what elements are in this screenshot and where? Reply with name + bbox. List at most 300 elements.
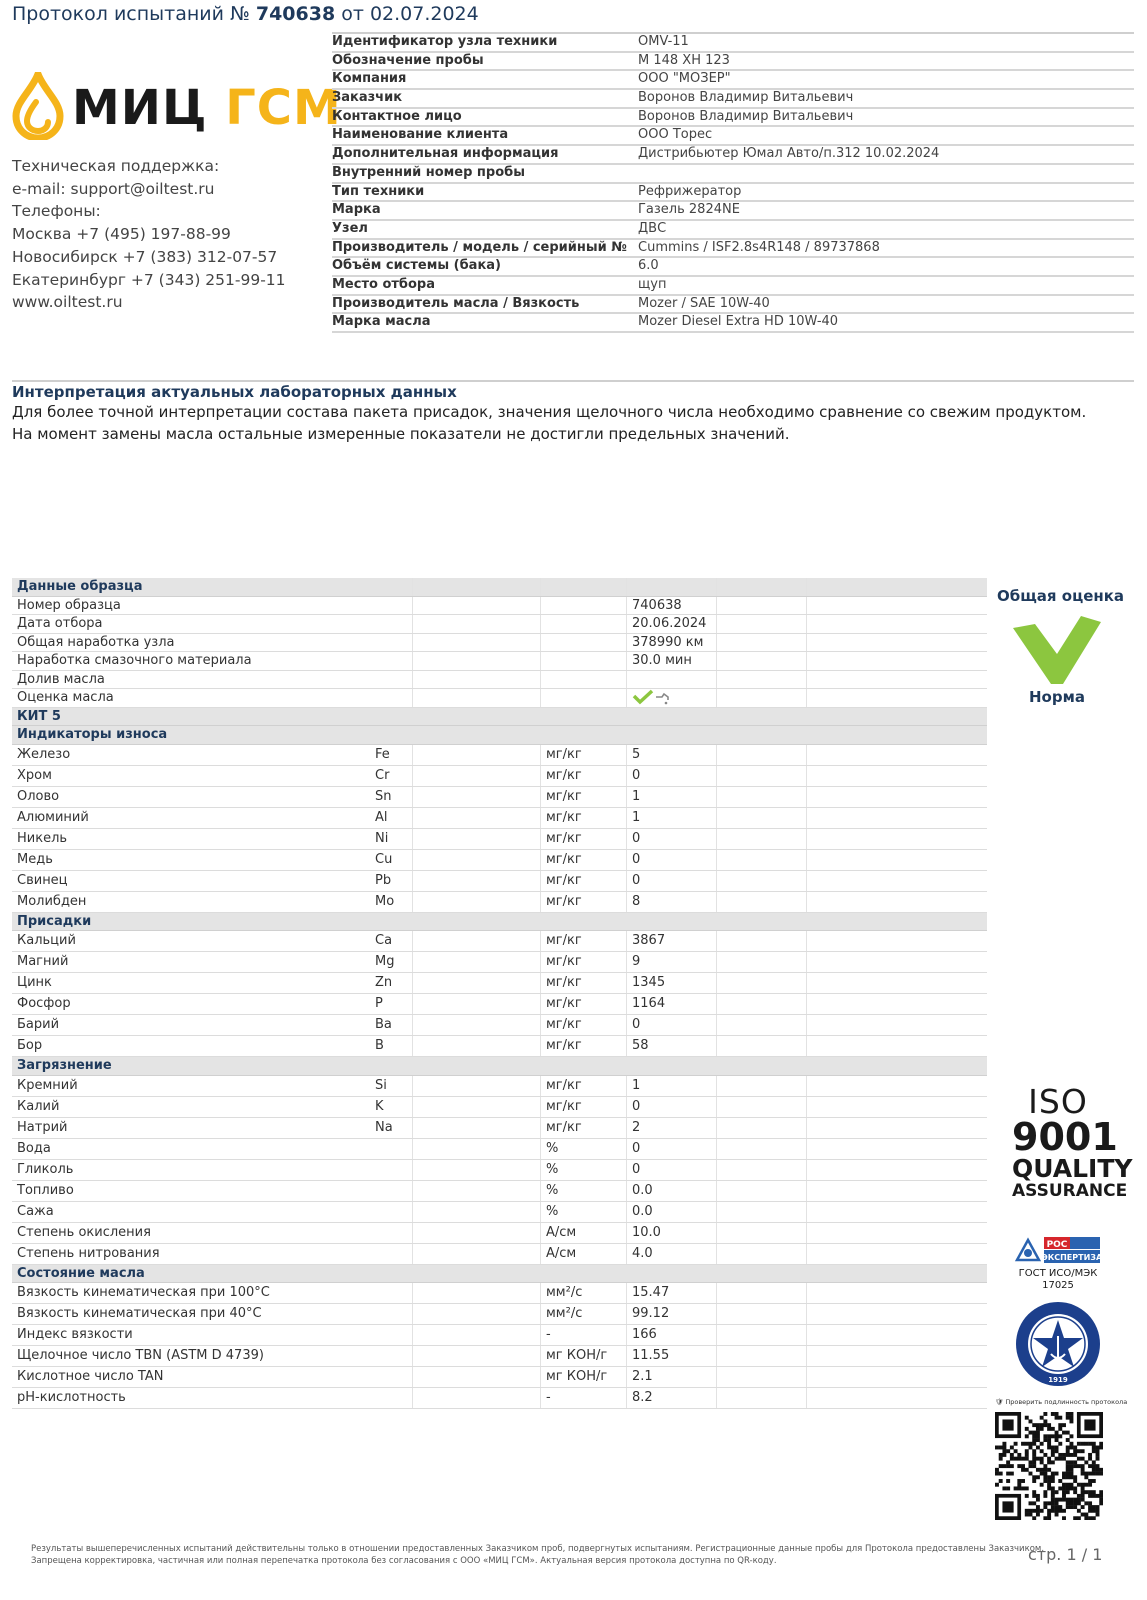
cell-unit: мг/кг [541,1036,627,1056]
cell-name: Дата отбора [17,616,103,631]
cell-empty [807,1202,987,1222]
cell-empty [807,1388,987,1408]
oil-ok-icon [632,694,672,709]
cell-empty [717,1304,807,1324]
cell-empty [717,1283,807,1303]
cell-empty [413,634,541,652]
cell-symbol: Pb [375,871,413,891]
cell-name: Магний [17,954,69,969]
cell-empty [807,994,987,1014]
table-row [12,1160,987,1181]
cell-symbol [375,1223,413,1243]
info-value: Дистрибьютер Юмал Авто/п.312 10.02.2024 [638,146,940,162]
cell-empty [807,1181,987,1201]
cell-empty [717,871,807,891]
logo-text [72,80,342,136]
cell-empty [717,1346,807,1366]
table-row [12,892,987,913]
cell-symbol [375,597,413,615]
cell-name: Общая наработка узла [17,634,175,650]
cell-empty [807,766,987,786]
cell-symbol [375,1388,413,1408]
cell-unit: мг/кг [541,850,627,870]
cell-empty [717,634,807,652]
cell-empty [807,1283,987,1303]
cell-value: 20.06.2024 [627,615,717,633]
cell-value: 0 [627,850,717,870]
cell-unit: мм²/с [541,1283,627,1303]
cell-empty [807,1244,987,1264]
info-key: Контактное лицо [332,108,462,124]
info-value: Воронов Владимир Витальевич [638,108,854,124]
cell-empty [807,745,987,765]
info-key: Место отбора [332,276,436,292]
cell-empty [807,1076,987,1096]
info-row [332,184,1134,203]
cell-name: Медь [17,851,53,867]
cell-empty [807,931,987,951]
cell-empty [413,1346,541,1366]
interpretation-line-1: Для более точной интерпретации состава пакета присадок, значения щелочного числа необходимо сравнение со свежим продуктом. [12,403,1087,421]
verify-text: Проверить подлинность протокола [1005,1398,1128,1406]
contacts-block [12,155,286,314]
cell-empty [717,1015,807,1035]
cell-value: 58 [627,1036,717,1056]
cell-empty [413,1244,541,1264]
cell-unit: мг/кг [541,952,627,972]
section-header: Состояние масла [12,1265,987,1284]
info-row [332,109,1134,128]
cell-name: Вязкость кинематическая при 40°С [17,1306,262,1321]
cell-name: Щелочное число TBN (ASTM D 4739) [17,1348,264,1363]
overall-label: Общая оценка [997,587,1125,605]
contact-line: e-mail: support@oiltest.ru [12,179,215,198]
cell-unit [541,578,627,596]
table-row [12,671,987,690]
cell-empty [717,1118,807,1138]
cell-empty [413,1202,541,1222]
cell-name: Гликоль [17,1161,74,1177]
cell-name: Хром [17,767,52,783]
cell-value: 0 [627,829,717,849]
cell-symbol [375,1244,413,1264]
cell-unit: мг КОН/г [541,1346,627,1366]
cell-empty [413,1015,541,1035]
info-key: Объём системы (бака) [332,258,501,274]
cell-unit: мг/кг [541,766,627,786]
table-row [12,1139,987,1160]
cell-empty [413,1388,541,1408]
table-row [12,952,987,973]
info-value: Mozer Diesel Extra HD 10W-40 [638,314,839,330]
cell-unit: мг/кг [541,1015,627,1035]
cell-empty [413,1139,541,1159]
protocol-number: 740638 [255,3,336,25]
cell-empty [717,1160,807,1180]
table-row [12,615,987,634]
cell-value [627,578,717,596]
info-value: Cummins / ISF2.8s4R148 / 89737868 [638,239,880,255]
table-row [12,787,987,808]
table-row [12,766,987,787]
company-logo [12,72,342,142]
protocol-date: от 02.07.2024 [341,3,479,25]
info-row [332,165,1134,184]
table-row [12,1118,987,1139]
cell-name: Кислотное число TAN [17,1369,164,1384]
cell-empty [413,808,541,828]
cell-empty [717,1388,807,1408]
cell-empty [807,1346,987,1366]
cell-symbol: K [375,1097,413,1117]
cell-empty [807,952,987,972]
info-row [332,127,1134,146]
cell-name: Индекс вязкости [17,1327,133,1342]
cell-symbol [375,1160,413,1180]
cell-unit: мм²/с [541,1304,627,1324]
cell-name: Цинк [17,975,52,990]
cell-empty [413,766,541,786]
cell-value: 10.0 [627,1223,717,1243]
info-value: ООО Торес [638,127,713,143]
cell-name: Номер образца [17,597,121,613]
interpretation-section [12,380,1134,445]
info-row [332,71,1134,90]
cell-symbol [375,578,413,596]
table-row [12,652,987,671]
contact-line: Новосибирск +7 (383) 312-07-57 [12,247,278,266]
cell-unit: - [541,1325,627,1345]
check-mark-icon [1011,614,1103,686]
info-key: Тип техники [332,183,425,199]
cell-name: Молибден [17,893,87,909]
cell-empty [807,973,987,993]
info-value: Воронов Владимир Витальевич [638,90,854,106]
cell-unit: % [541,1181,627,1201]
cell-value: 15.47 [627,1283,717,1303]
info-row [332,202,1134,221]
cell-empty [413,1076,541,1096]
cell-symbol: P [375,994,413,1014]
table-row [12,1097,987,1118]
ros-expertiza-badge [1014,1236,1102,1292]
cell-value: 0 [627,1015,717,1035]
table-row [12,745,987,766]
info-key: Внутренний номер пробы [332,164,525,180]
cell-symbol: Mo [375,892,413,912]
table-row [12,1036,987,1057]
cell-empty [807,578,987,596]
info-row [332,146,1134,165]
cell-empty [717,671,807,689]
cell-symbol [375,1346,413,1366]
cell-value: 3867 [627,931,717,951]
info-row [332,221,1134,240]
cell-empty [807,634,987,652]
cell-symbol [375,652,413,670]
info-value: ДВС [638,220,667,236]
cell-value: 99.12 [627,1304,717,1324]
iso-line-3: QUALITY [1012,1154,1133,1183]
cell-empty [807,597,987,615]
cell-empty [717,892,807,912]
cell-unit: мг/кг [541,745,627,765]
cell-unit: % [541,1202,627,1222]
cell-name: Долив масла [17,671,105,687]
cell-symbol [375,1139,413,1159]
cell-empty [717,1223,807,1243]
cell-empty [717,1076,807,1096]
cell-empty [413,578,541,596]
table-row [12,1346,987,1367]
cell-value: 1164 [627,994,717,1014]
cell-unit: мг/кг [541,931,627,951]
cell-empty [807,1223,987,1243]
cell-empty [413,850,541,870]
cell-value: 166 [627,1325,717,1345]
cell-empty [717,1097,807,1117]
info-key: Идентификатор узла техники [332,34,558,49]
table-row [12,1283,987,1304]
logo-text-part1: МИЦ [72,80,208,136]
cell-name: Натрий [17,1119,68,1135]
info-key: Обозначение пробы [332,52,484,68]
cell-empty [413,787,541,807]
cell-symbol: Al [375,808,413,828]
info-key: Дополнительная информация [332,146,559,162]
cell-empty [717,1244,807,1264]
cell-empty [807,1118,987,1138]
cell-empty [717,689,807,707]
info-row [332,296,1134,315]
cell-name: Наработка смазочного материала [17,653,252,668]
title-prefix: Протокол испытаний № [12,3,250,25]
cell-empty [413,1160,541,1180]
cell-empty [717,850,807,870]
cell-symbol [375,1325,413,1345]
info-value: 6.0 [638,258,659,274]
cell-name: Железо [17,746,71,762]
cell-unit: мг/кг [541,1097,627,1117]
info-value: ООО "МОЗЕР" [638,71,731,87]
cell-name: Фосфор [17,996,71,1011]
cell-empty [717,808,807,828]
cell-value [627,671,717,689]
cell-empty [413,615,541,633]
cell-symbol [375,1367,413,1387]
table-row [12,931,987,952]
cell-empty [413,652,541,670]
cell-unit [541,597,627,615]
cell-name: Алюминий [17,809,89,825]
page-title [12,3,479,25]
cell-value: 1 [627,787,717,807]
table-row [12,1388,987,1409]
cell-name: Кремний [17,1077,78,1093]
cell-empty [807,829,987,849]
section-header: Загрязнение [12,1057,987,1076]
cell-empty [413,1097,541,1117]
cell-empty [717,931,807,951]
cell-value: 8 [627,892,717,912]
table-row [12,1304,987,1325]
info-key: Производитель / модель / серийный № [332,239,627,255]
table-row [12,1244,987,1265]
cell-unit [541,652,627,670]
info-row [332,53,1134,72]
cell-empty [413,931,541,951]
cell-value: 0.0 [627,1181,717,1201]
footer-line-1: Результаты вышеперечисленных испытаний действительны только в отношении предоставленных Заказчиком проб, подвергнутых испытаниям. Регистрационные данные пробы для Протокола предоставлены Заказчиком. [31,1544,1045,1554]
cell-name: Оценка масла [17,690,114,705]
info-key: Узел [332,220,368,236]
table-row [12,1367,987,1388]
cell-empty [807,1097,987,1117]
cell-symbol: Na [375,1118,413,1138]
cell-unit: мг/кг [541,994,627,1014]
iso-line-4: ASSURANCE [1012,1181,1128,1201]
table-row [12,1202,987,1223]
table-row [12,1076,987,1097]
info-key: Наименование клиента [332,127,509,143]
drop-logo-icon [12,72,64,140]
cell-unit: мг/кг [541,892,627,912]
info-row [332,90,1134,109]
cell-empty [807,850,987,870]
iso-line-2: 9001 [1012,1115,1118,1159]
ros-top-text: РОС [1046,1240,1068,1250]
cell-empty [807,1015,987,1035]
cell-value: 2.1 [627,1367,717,1387]
cell-empty [717,1036,807,1056]
cell-empty [413,829,541,849]
cell-empty [413,1283,541,1303]
section-header: Присадки [12,913,987,932]
cell-symbol [375,1202,413,1222]
cell-value: 0 [627,1097,717,1117]
cell-value: 4.0 [627,1244,717,1264]
table-row [12,689,987,708]
cell-value: 0.0 [627,1202,717,1222]
cell-empty [717,1325,807,1345]
table-row [12,1325,987,1346]
cell-empty [413,1304,541,1324]
cell-empty [807,689,987,707]
info-value: щуп [638,276,667,292]
cell-name: pH-кислотность [17,1390,126,1405]
info-key: Марка масла [332,314,431,330]
info-value: Газель 2824NE [638,202,740,218]
cell-empty [413,689,541,707]
sample-info-table [332,32,1134,333]
section-header: Индикаторы износа [12,726,987,745]
cell-symbol: Cu [375,850,413,870]
cell-symbol: Ni [375,829,413,849]
cell-symbol: Mg [375,952,413,972]
cell-name: Степень нитрования [17,1245,160,1261]
info-value: М 148 ХН 123 [638,52,730,68]
info-value: OMV-11 [638,34,689,49]
cell-empty [717,745,807,765]
contact-line: Москва +7 (495) 197-88-99 [12,225,231,244]
cell-value: 0 [627,871,717,891]
cell-name: Данные образца [17,579,143,594]
cell-unit: А/см [541,1244,627,1264]
info-row [332,240,1134,259]
cell-value: 378990 км [627,634,717,652]
cell-empty [717,652,807,670]
cell-symbol: B [375,1036,413,1056]
cell-empty [413,597,541,615]
cell-symbol: Ba [375,1015,413,1035]
cell-empty [413,1181,541,1201]
table-row [12,973,987,994]
table-row [12,597,987,616]
verify-label [995,1398,1127,1406]
cell-value: 1 [627,1076,717,1096]
cell-empty [717,1139,807,1159]
contact-line: Техническая поддержка: [12,157,220,175]
cell-name: Топливо [17,1182,74,1198]
cell-empty [413,994,541,1014]
gost-line-2: 17025 [1042,1280,1074,1291]
cell-name: Свинец [17,872,68,888]
info-row [332,314,1134,333]
cell-empty [717,1202,807,1222]
cell-value: 2 [627,1118,717,1138]
contact-line: www.oiltest.ru [12,293,123,312]
info-value: Рефрижератор [638,183,742,199]
cell-empty [413,1367,541,1387]
cell-value [627,689,717,707]
info-value: Mozer / SAE 10W-40 [638,295,770,311]
cell-empty [413,871,541,891]
cell-value: 1345 [627,973,717,993]
register-seal-icon [1014,1300,1102,1388]
cell-symbol: Zn [375,973,413,993]
table-row [12,808,987,829]
table-row [12,1015,987,1036]
cell-empty [807,652,987,670]
cell-name: Олово [17,788,60,804]
cell-name: Бор [17,1038,43,1053]
info-value [638,165,1134,182]
cell-empty [413,1036,541,1056]
cell-empty [717,766,807,786]
qr-code[interactable] [995,1412,1103,1520]
cell-empty [717,578,807,596]
cell-unit: мг/кг [541,787,627,807]
cell-unit: мг/кг [541,829,627,849]
cell-empty [807,1139,987,1159]
table-row [12,871,987,892]
cell-unit: - [541,1388,627,1408]
cell-name: Калий [17,1098,60,1114]
cell-empty [807,1304,987,1324]
cell-unit [541,671,627,689]
cell-unit: А/см [541,1223,627,1243]
footer-disclaimer [31,1543,1044,1567]
cell-value: 1 [627,808,717,828]
cell-empty [717,1367,807,1387]
cell-symbol: Cr [375,766,413,786]
cell-empty [807,892,987,912]
cell-name: Степень окисления [17,1224,151,1240]
cell-unit [541,634,627,652]
info-row [332,34,1134,53]
cell-symbol: Sn [375,787,413,807]
cell-empty [807,808,987,828]
